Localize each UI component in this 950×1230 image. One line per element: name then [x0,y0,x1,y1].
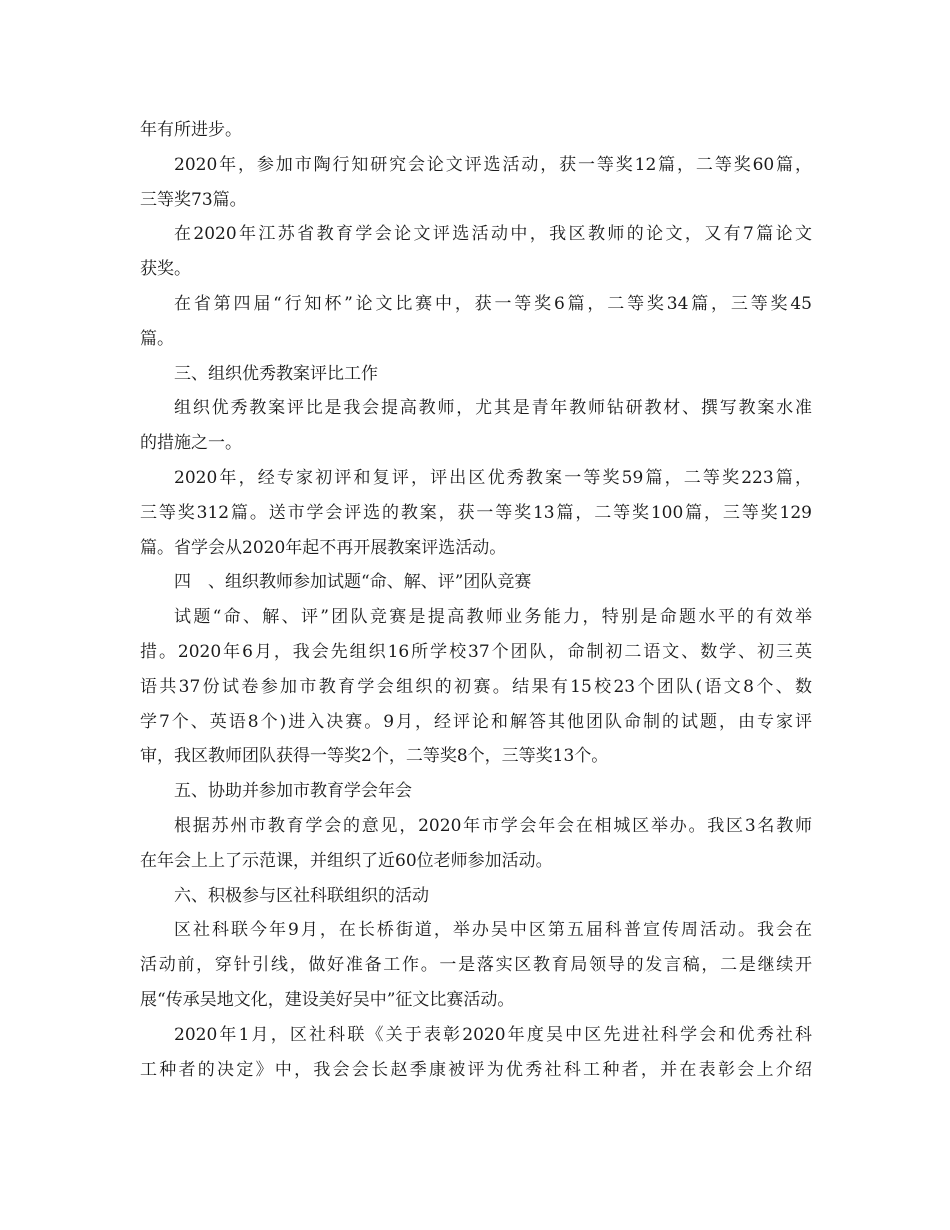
text-line: 区社科联今年9月，在长桥街道，举办吴中区第五届科普宣传周活动。我会在 [174,920,812,941]
section-heading: 五、协助并参加市教育学会年会 [174,781,412,802]
text-line: 活动前，穿针引线，做好准备工作。一是落实区教育局领导的发言稿，二是继续开 [140,955,812,976]
text-line: 三等奖312篇。送市学会评选的教案，获一等奖13篇，二等奖100篇，三等奖129 [140,502,812,523]
text-line: 在省第四届“行知杯”论文比赛中，获一等奖6篇，二等奖34篇，三等奖45 [174,293,812,314]
text-line: 试题“命、解、评”团队竞赛是提高教师业务能力，特别是命题水平的有效举 [174,607,812,628]
text-line: 的措施之一。 [140,433,242,454]
text-line: 三等奖73篇。 [140,189,247,210]
section-heading: 六、积极参与区社科联组织的活动 [174,885,429,906]
text-line: 获奖。 [140,259,191,280]
text-line: 审，我区教师团队获得一等奖2个，二等奖8个，三等奖13个。 [140,746,609,767]
text-line: 2020年，经专家初评和复评，评出区优秀教案一等奖59篇，二等奖223篇， [174,467,812,488]
text-line: 在年会上上了示范课，并组织了近60位老师参加活动。 [140,850,553,871]
section-heading: 四 、组织教师参加试题“命、解、评”团队竞赛 [174,572,532,593]
body-text [140,113,812,1087]
text-line: 在2020年江苏省教育学会论文评选活动中，我区教师的论文，又有7篇论文 [174,224,812,245]
text-line: 2020年，参加市陶行知研究会论文评选活动，获一等奖12篇，二等奖60篇， [174,154,812,175]
text-line: 2020年1月，区社科联《关于表彰2020年度吴中区先进社科学会和优秀社科 [174,1024,812,1045]
text-line: 学7个、英语8个)进入决赛。9月，经评论和解答其他团队命制的试题，由专家评 [140,711,812,732]
text-line: 展“传承吴地文化，建设美好吴中”征文比赛活动。 [140,989,515,1010]
text-line: 篇。 [140,328,174,349]
text-line: 年有所进步。 [140,120,242,140]
text-line: 篇。省学会从2020年起不再开展教案评选活动。 [140,537,507,558]
text-line: 措。2020年6月，我会先组织16所学校37个团队，命制初二语文、数学、初三英 [140,641,812,662]
text-line: 组织优秀教案评比是我会提高教师，尤其是青年教师钻研教材、撰写教案水准 [174,398,812,419]
text-line: 工种者的决定》中，我会会长赵季康被评为优秀社科工种者，并在表彰会上介绍 [140,1059,812,1080]
text-line: 根据苏州市教育学会的意见，2020年市学会年会在相城区举办。我区3名教师 [174,815,812,836]
section-heading: 三、组织优秀教案评比工作 [174,363,378,384]
text-line: 语共37份试卷参加市教育学会组织的初赛。结果有15校23个团队(语文8个、数 [140,676,812,697]
